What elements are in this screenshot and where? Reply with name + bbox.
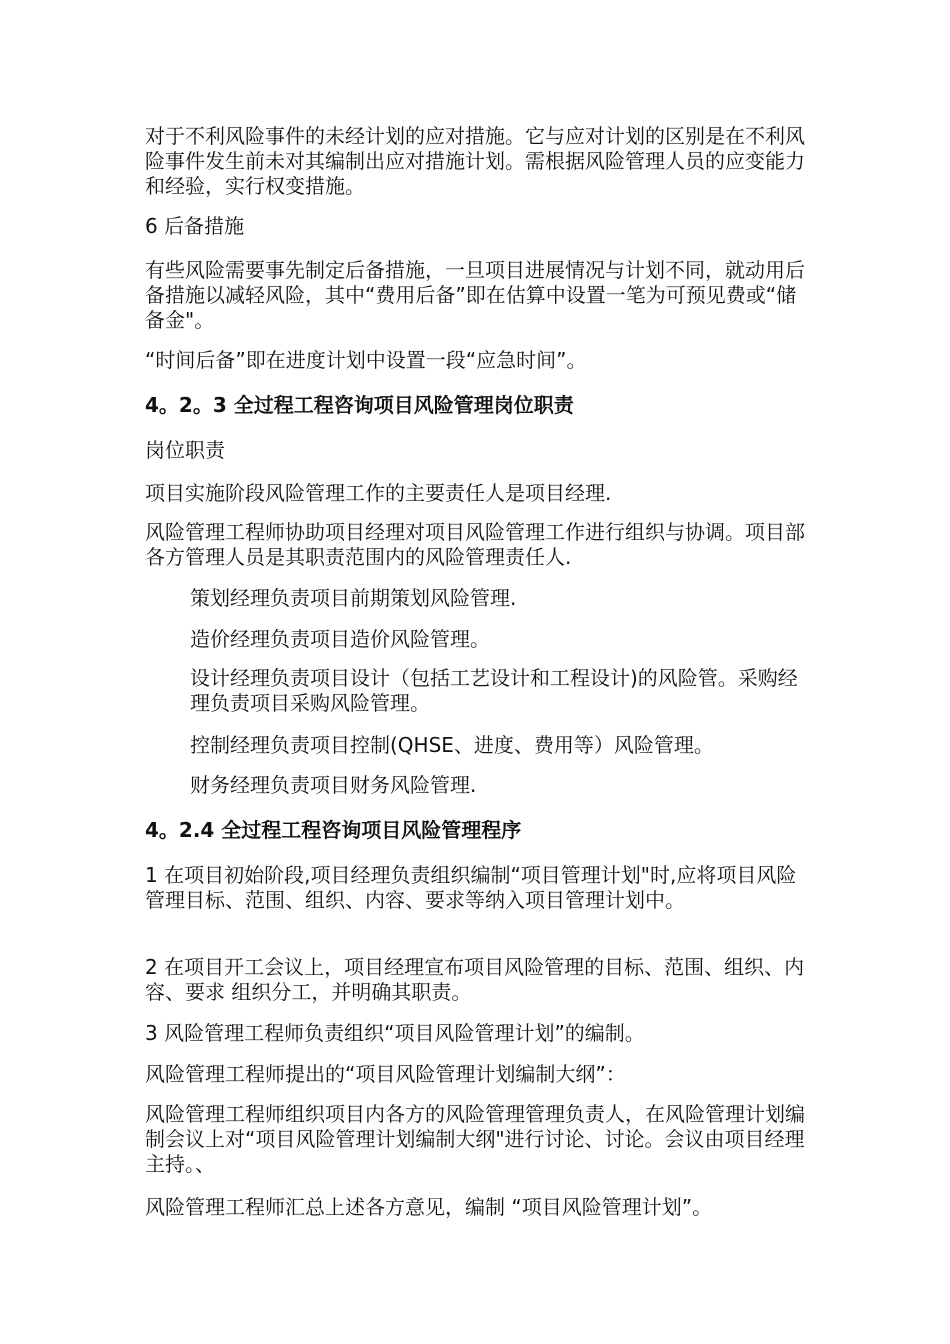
paragraph-project-manager: 项目实施阶段风险管理工作的主要责任人是项目经理.: [145, 481, 612, 505]
paragraph-control-manager: 控制经理负责项目控制(QHSE、进度、费用等）风险管理。: [190, 733, 714, 757]
section-heading-4-2-4: 4。2.4 全过程工程咨询项目风险管理程序: [145, 818, 522, 842]
paragraph-step-2: 2 在项目开工会议上，项目经理宣布项目风险管理的目标、范围、组织、内容、要求 组织分工，并明确其职责。: [145, 955, 805, 1004]
paragraph-time-reserve: “时间后备”即在进度计划中设置一段“应急时间”。: [145, 348, 587, 372]
section-heading-4-2-3: 4。2。3 全过程工程咨询项目风险管理岗位职责: [145, 393, 574, 417]
paragraph-planning-manager: 策划经理负责项目前期策划风险管理.: [190, 586, 517, 610]
paragraph-contingency-measures: 对于不利风险事件的未经计划的应对措施。它与应对计划的区别是在不利风险事件发生前未对其编制出应对措施计划。需根据风险管理人员的应变能力和经验，实行权变措施。: [145, 124, 805, 198]
paragraph-design-procurement-manager: 设计经理负责项目设计（包括工艺设计和工程设计)的风险管。采购经理负责项目采购风险管理。: [190, 666, 798, 715]
paragraph-step-3: 3 风险管理工程师负责组织“项目风险管理计划”的编制。: [145, 1021, 645, 1045]
paragraph-job-duties: 岗位职责: [145, 438, 225, 462]
paragraph-discussion-meeting: 风险管理工程师组织项目内各方的风险管理管理负责人，在风险管理计划编制会议上对“项目风险管理计划编制大纲"进行讨论、讨论。会议由项目经理主持。、: [145, 1102, 805, 1176]
paragraph-step-1: 1 在项目初始阶段,项目经理负责组织编制“项目管理计划"时,应将项目风险管理目标、范围、组织、内容、要求等纳入项目管理计划中。: [145, 863, 797, 912]
paragraph-risk-engineer: 风险管理工程师协助项目经理对项目风险管理工作进行组织与协调。项目部各方管理人员是其职责范围内的风险管理责任人.: [145, 520, 805, 569]
paragraph-cost-manager: 造价经理负责项目造价风险管理。: [190, 627, 490, 651]
paragraph-finance-manager: 财务经理负责项目财务风险管理.: [190, 773, 477, 797]
paragraph-outline: 风险管理工程师提出的“项目风险管理计划编制大纲”：: [145, 1062, 626, 1086]
paragraph-backup-measures-heading: 6 后备措施: [145, 214, 245, 238]
paragraph-backup-measures: 有些风险需要事先制定后备措施，一旦项目进展情况与计划不同，就动用后备措施以减轻风险，其中“费用后备”即在估算中设置一笔为可预见费或“储备金"。: [145, 258, 805, 332]
paragraph-compile-plan: 风险管理工程师汇总上述各方意见，编制 “项目风险管理计划”。: [145, 1195, 713, 1219]
